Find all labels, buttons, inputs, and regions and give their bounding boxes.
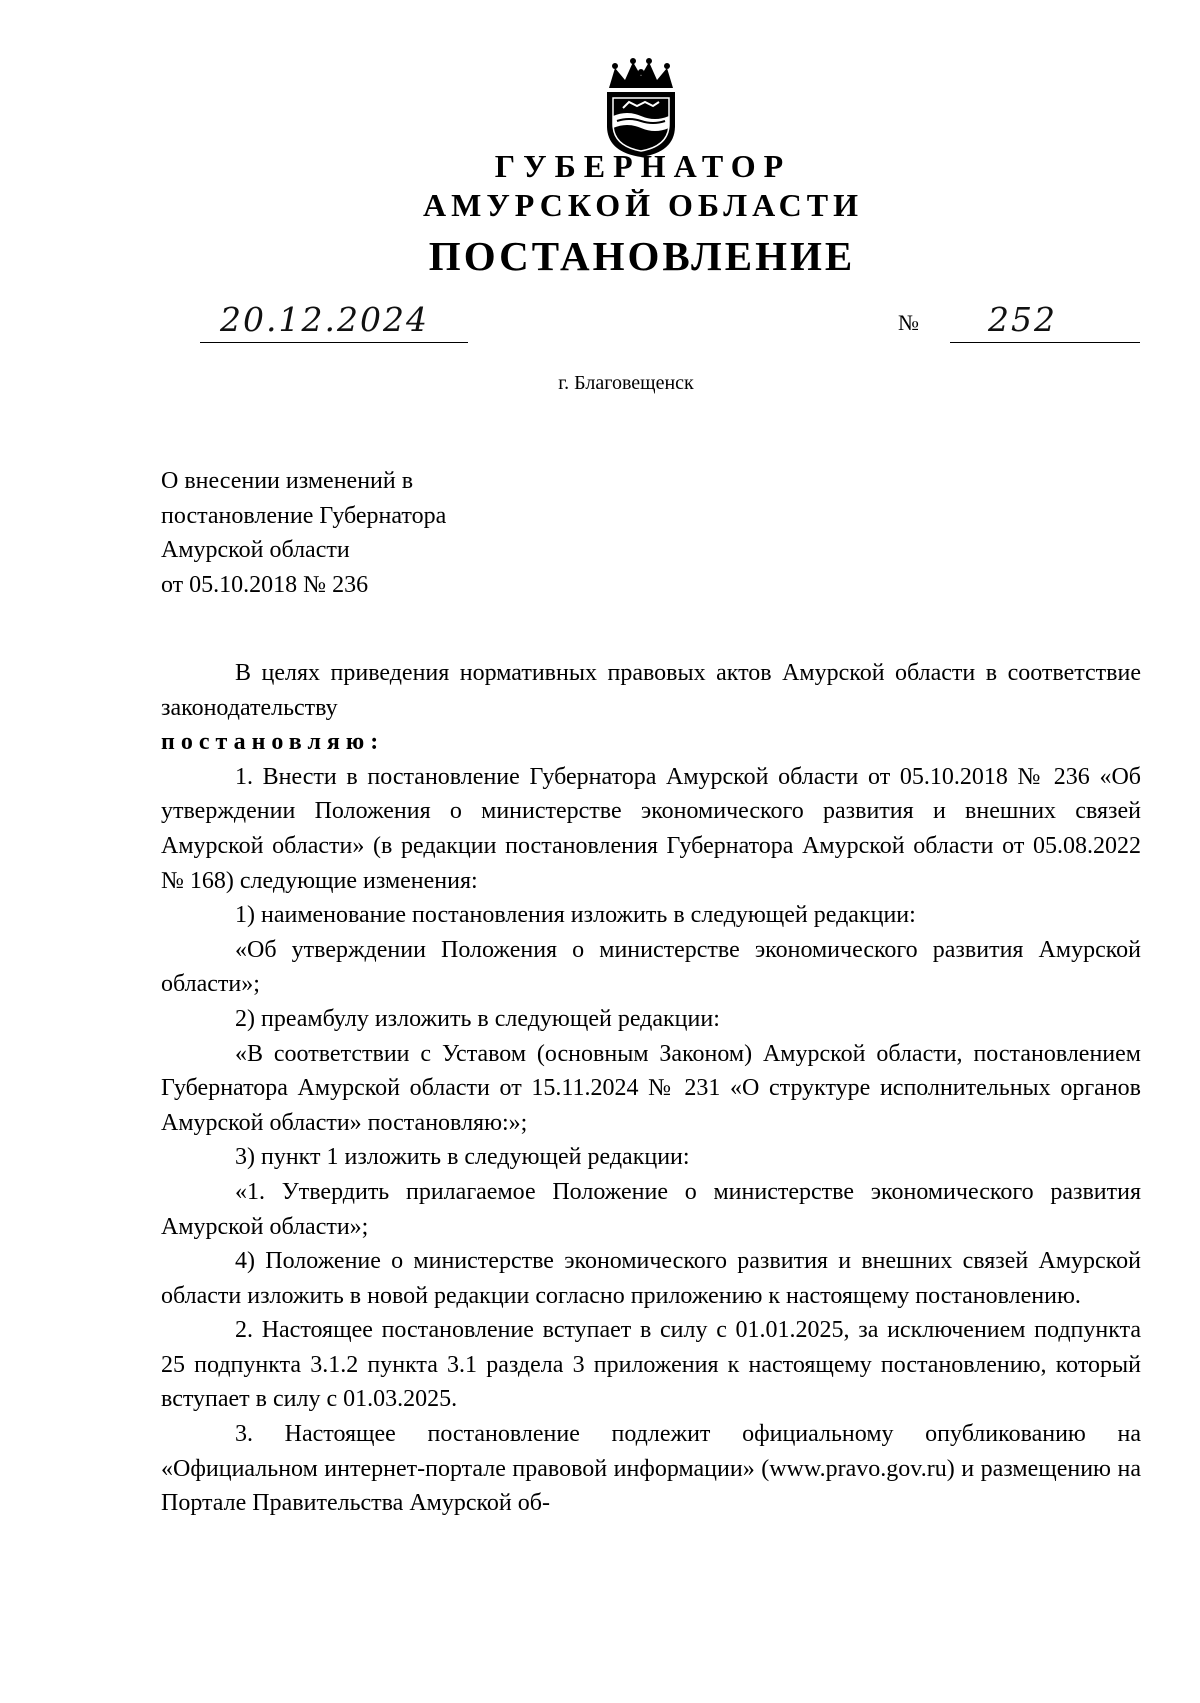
issuer-region: АМУРСКОЙ ОБЛАСТИ <box>423 187 863 223</box>
subitem-2-text: «В соответствии с Уставом (основным Законом) Амурской области, постановлением Губернатора Амурской области от 15.11.2024 № 231 «О структуре исполнительных органов Амурской области» постановляю:»; <box>161 1040 1141 1136</box>
date-field <box>200 300 468 343</box>
item-3-paragraph: 3. Настоящее постановление подлежит официальному опубликованию на «Официальном интернет-портале правовой информации» (www.pravo.gov.ru) и размещению на Портале Правительства Амурской об- <box>161 1421 1141 1517</box>
item-1-paragraph: 1. Внести в постановление Губернатора Амурской области от 05.10.2018 № 236 «Об утверждении Положения о министерстве экономического развития и внешних связей Амурской области» (в редакции постановления Губернатора Амурской области от 05.08.2022 № 168) следующие изменения: <box>161 763 1141 894</box>
subject-line: Амурской области <box>161 537 350 563</box>
subject-line: О внесении изменений в <box>161 468 414 494</box>
city: г. Благовещенск <box>558 372 694 394</box>
subitem-2-paragraph: 2) преамбулу изложить в следующей редакции: <box>235 1005 720 1032</box>
number-field <box>950 300 1140 343</box>
subitem-3-text: «1. Утвердить прилагаемое Положение о министерстве экономического развития Амурской области»; <box>161 1178 1141 1240</box>
document-body <box>161 656 1141 1521</box>
issuer-title: ГУБЕРНАТОР <box>494 148 792 184</box>
subitem-3-paragraph: 3) пункт 1 изложить в следующей редакции: <box>235 1144 690 1171</box>
preamble-paragraph: В целях приведения нормативных правовых актов Амурской области в соответствие законодательству <box>161 660 1141 721</box>
subitem-4-paragraph: 4) Положение о министерстве экономического развития и внешних связей Амурской области изложить в новой редакции согласно приложению к настоящему постановлению. <box>161 1248 1141 1309</box>
subitem-1-text: «Об утверждении Положения о министерстве экономического развития Амурской области»; <box>161 936 1141 998</box>
decree-word: постановляю: <box>161 729 385 756</box>
document-type: ПОСТАНОВЛЕНИЕ <box>428 233 856 279</box>
coat-of-arms-icon <box>599 58 683 158</box>
item-2-paragraph: 2. Настоящее постановление вступает в силу с 01.01.2025, за исключением подпункта 25 подпункта 3.1.2 пункта 3.1 раздела 3 приложения к настоящему постановлению, который вступает в силу с 01.03.2025. <box>161 1317 1141 1413</box>
number-sign: № <box>898 310 919 335</box>
subject-line: от 05.10.2018 № 236 <box>161 571 369 598</box>
subject-block <box>161 464 446 602</box>
date-handwritten: 20.12.2024 <box>220 300 429 339</box>
number-handwritten: 252 <box>988 300 1057 339</box>
subject-line: постановление Губернатора <box>161 502 447 529</box>
subitem-1-paragraph: 1) наименование постановления изложить в следующей редакции: <box>235 902 916 929</box>
